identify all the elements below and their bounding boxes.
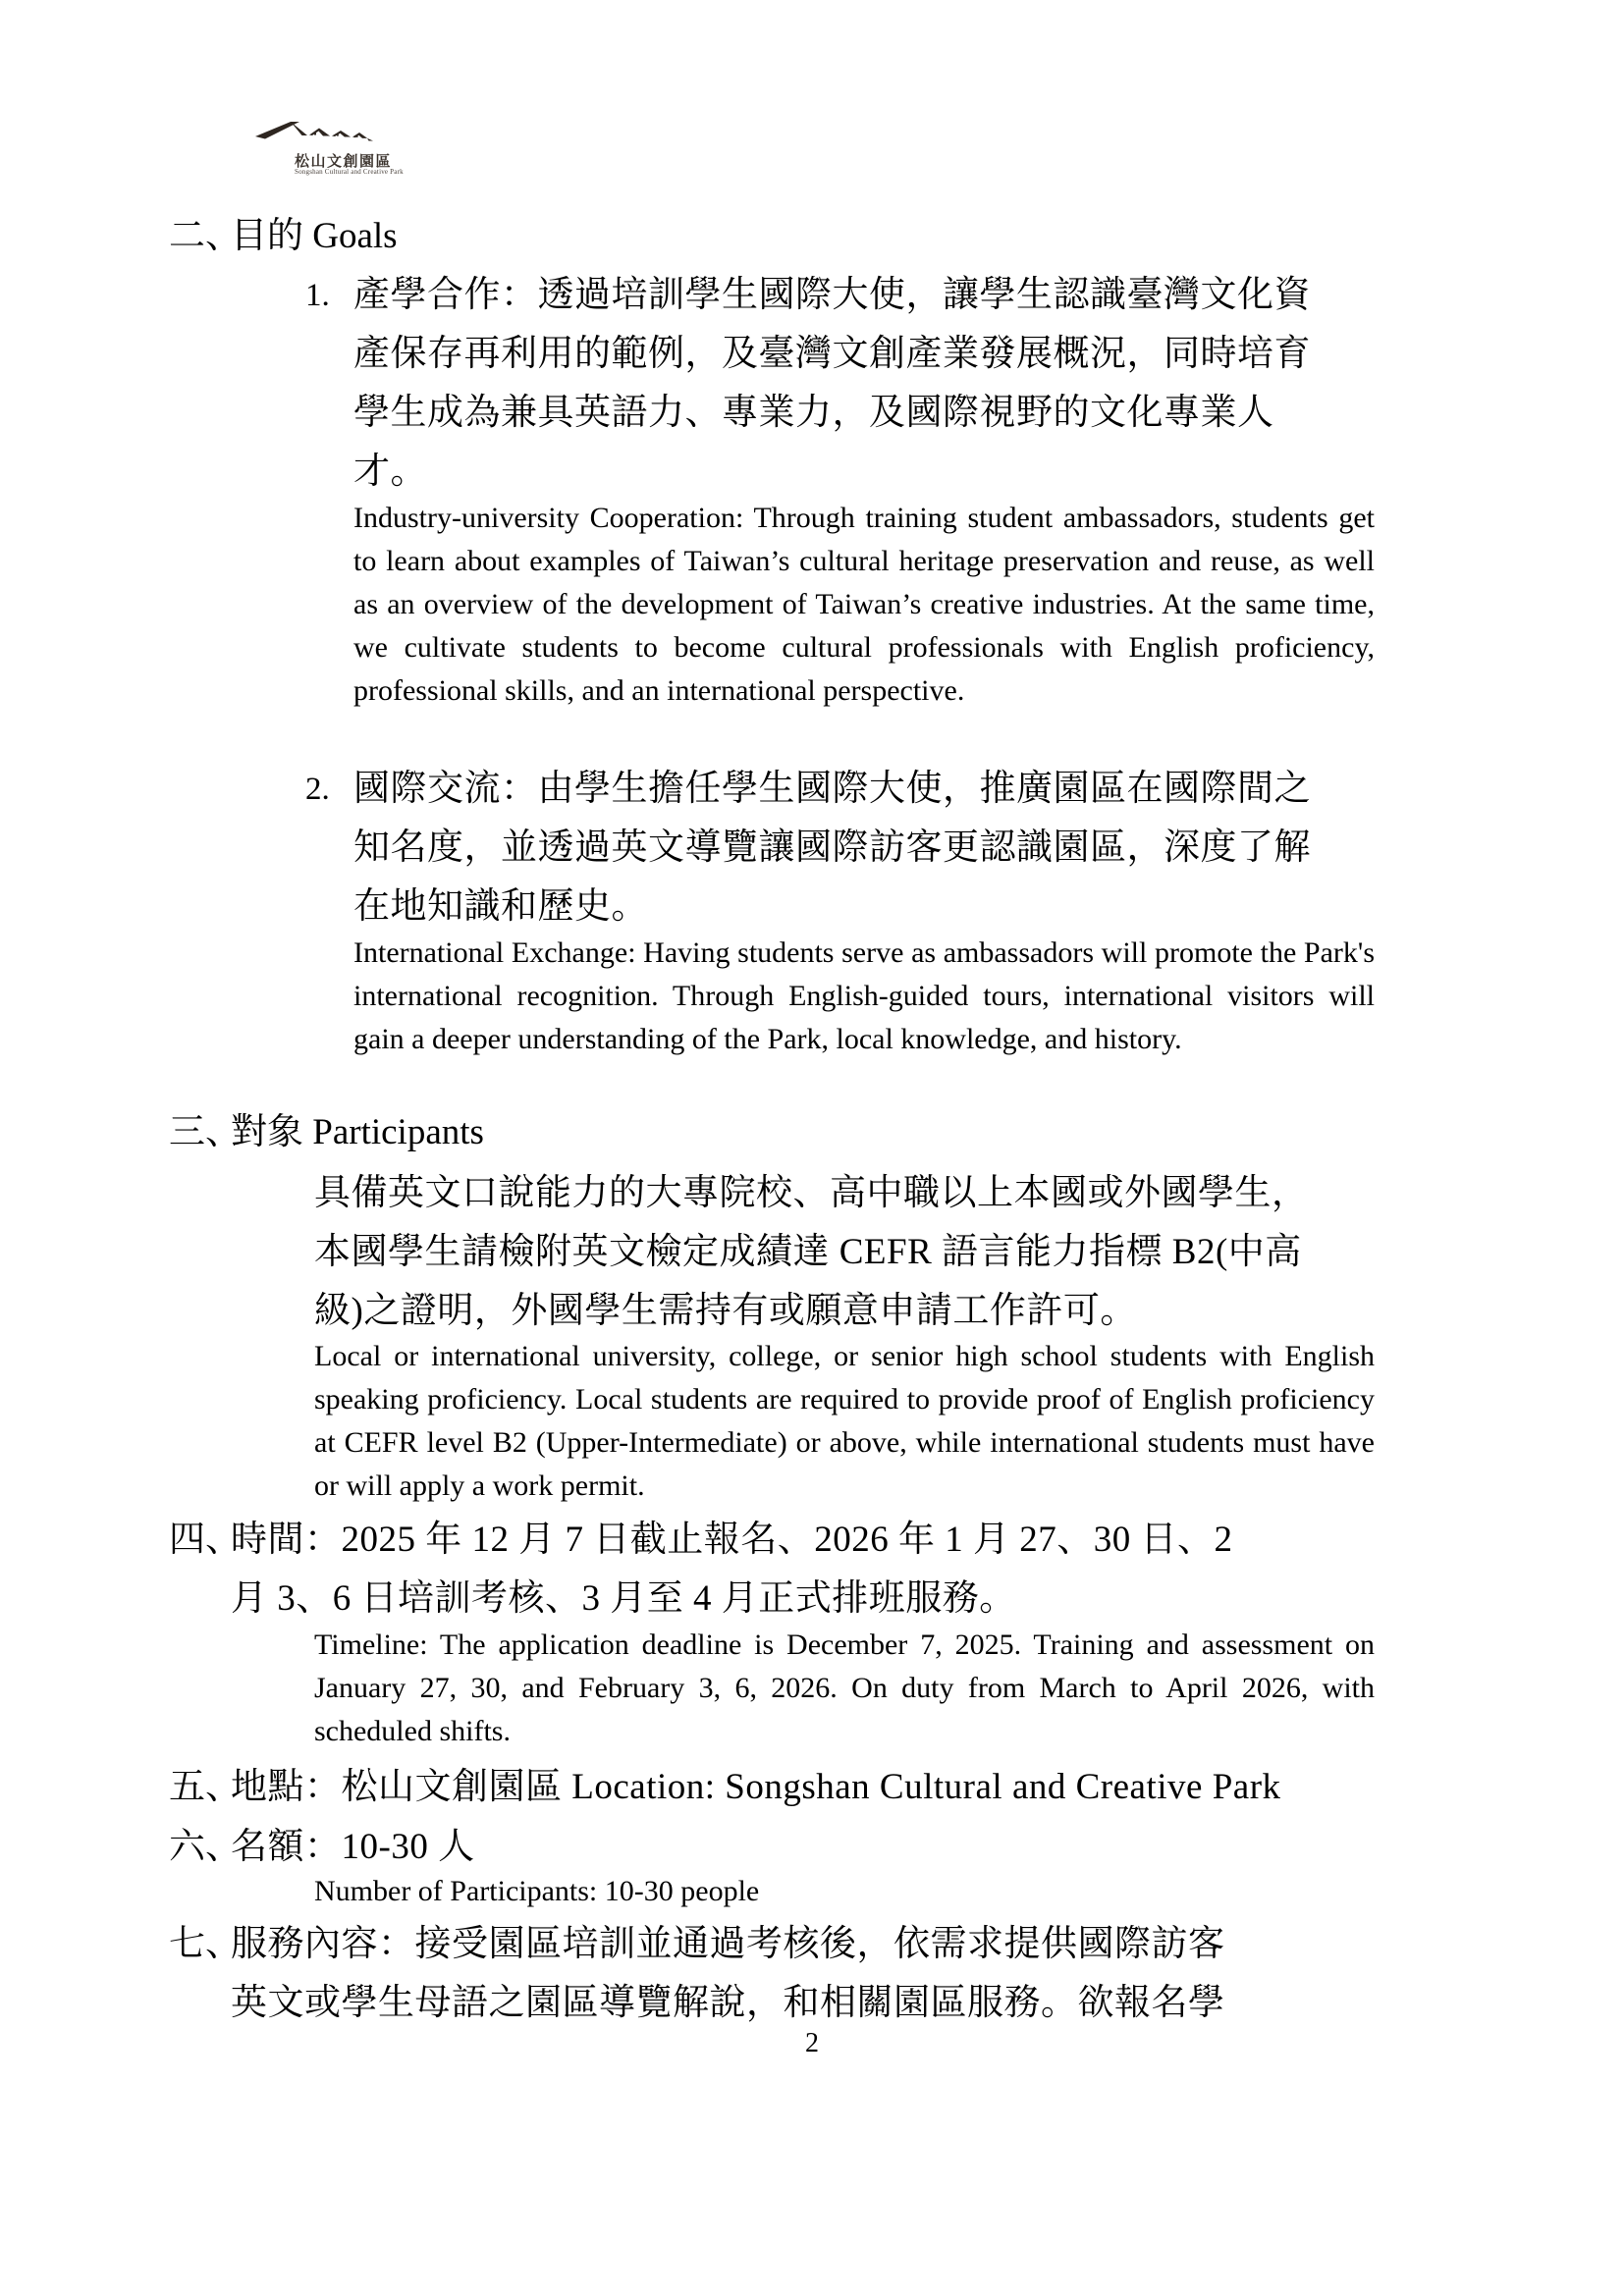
zh-line: 國際交流：由學生擔任學生國際大使，推廣園區在國際間之 xyxy=(353,769,1311,809)
logo-title-en: Songshan Cultural and Creative Park xyxy=(295,168,404,176)
section-body-zh xyxy=(231,1511,1233,1629)
zh-line: 時間：2025 年 12 月 7 日截止報名、2026 年 1 月 27、30 日、2 xyxy=(231,1520,1233,1560)
section-en-paragraph: Local or international university, college, or senior high school students with English speaking proficiency. Local students are required to provide proof of English proficiency at CEFR level B2 (Upper-Intermediate) or above, while international students must have or will apply a work permit. xyxy=(314,1340,1375,1502)
zh-line: 本國學生請檢附英文檢定成績達 CEFR 語言能力指標 B2(中高 xyxy=(314,1232,1302,1272)
list-item-zh xyxy=(353,266,1311,502)
list-item-en-paragraph: Industry-university Cooperation: Through training student ambassadors, students get to learn about examples of Taiwan’s cultural heritage preservation and reuse, as well as an overview of the development of Taiwan’s creative industries. At the same time, we cultivate students to become cultural professionals with English proficiency, professional skills, and an international perspective. xyxy=(353,502,1375,707)
zh-line: 產學合作：透過培訓學生國際大使，讓學生認識臺灣文化資 xyxy=(353,275,1311,315)
zh-line: 在地知識和歷史。 xyxy=(353,886,648,927)
section-heading-goals: 目的 Goals xyxy=(231,216,398,256)
zh-line: 具備英文口說能力的大專院校、高中職以上本國或外國學生， xyxy=(314,1173,1309,1213)
section-marker-service: 七、 xyxy=(169,1924,242,1964)
section-body-zh xyxy=(314,1164,1309,1341)
page-number: 2 xyxy=(805,2028,819,2058)
zh-line: 知名度，並透過英文導覽讓國際訪客更認識園區，深度了解 xyxy=(353,828,1311,868)
section-body-zh xyxy=(231,1915,1225,2033)
section-en-paragraph: Timeline: The application deadline is December 7, 2025. Training and assessment on January 27, 30, and February 3, 6, 2026. On duty from March to April 2026, with scheduled shifts. xyxy=(314,1629,1375,1747)
zh-line: 英文或學生母語之園區導覽解說，和相關園區服務。欲報名學 xyxy=(231,1983,1225,2023)
section-body-zh xyxy=(231,1818,475,1877)
section-body-zh xyxy=(231,1758,1281,1817)
list-item-number: 1. xyxy=(305,278,330,313)
zh-line: 地點：松山文創園區 Location: Songshan Cultural and Creative Park xyxy=(231,1767,1281,1807)
logo-title-zh: 松山文創園區 xyxy=(295,154,393,170)
zh-line: 學生成為兼具英語力、專業力，及國際視野的文化專業人 xyxy=(353,393,1274,433)
songshan-roofline-logo-icon xyxy=(253,120,381,153)
zh-line: 服務內容：接受園區培訓並通過考核後，依需求提供國際訪客 xyxy=(231,1924,1225,1964)
section-marker-location: 五、 xyxy=(169,1767,242,1807)
section-marker-participants: 三、 xyxy=(169,1112,242,1152)
section-marker-goals: 二、 xyxy=(169,216,242,256)
list-item-zh xyxy=(353,760,1311,936)
zh-line: 級)之證明，外國學生需持有或願意申請工作許可。 xyxy=(314,1291,1137,1331)
zh-line: 名額：10-30 人 xyxy=(231,1827,475,1867)
section-en-paragraph: Number of Participants: 10-30 people xyxy=(314,1875,760,1907)
section-marker-quota: 六、 xyxy=(169,1827,242,1867)
zh-line: 月 3、6 日培訓考核、3 月至 4 月正式排班服務。 xyxy=(231,1578,1016,1619)
zh-line: 才。 xyxy=(353,452,427,492)
zh-line: 產保存再利用的範例，及臺灣文創產業發展概況，同時培育 xyxy=(353,334,1311,374)
section-marker-timeline: 四、 xyxy=(169,1520,242,1560)
section-heading-participants: 對象 Participants xyxy=(231,1112,484,1152)
list-item-number: 2. xyxy=(305,772,330,807)
list-item-en-paragraph: International Exchange: Having students serve as ambassadors will promote the Park's international recognition. Through English-guided tours, international visitors will gain a deeper understanding of the Park, local knowledge, and history. xyxy=(353,936,1375,1055)
